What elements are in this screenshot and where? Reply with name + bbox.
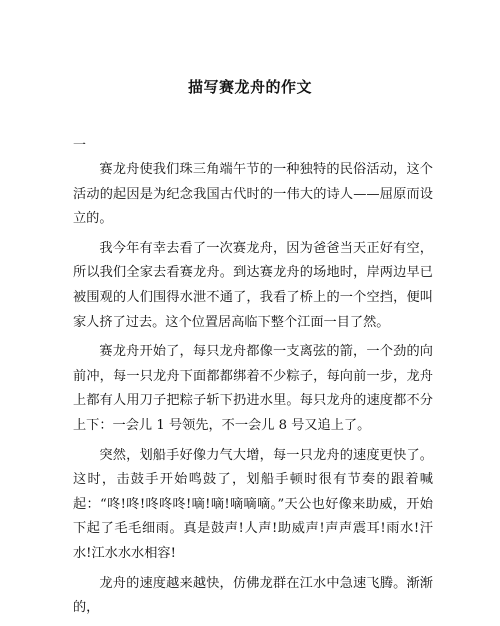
paragraph-1: 赛龙舟使我们珠三角端午节的一种独特的民俗活动，这个活动的起因是为纪念我国古代时的一伟大的诗人——屈原而设立的。: [73, 162, 433, 227]
paragraph-5: 龙舟的速度越来越快，仿佛龙群在江水中急速飞腾。渐渐的，: [73, 575, 433, 616]
document-title: 描写赛龙舟的作文: [187, 78, 312, 96]
section-mark: 一: [73, 138, 87, 153]
document-body: [73, 158, 433, 626]
paragraph-3: 赛龙舟开始了，每只龙舟都像一支离弦的箭，一个劲的向前冲，每一只龙舟下面都都绑着不少粽子，每向前一步，龙舟上都有人用刀子把粽子斩下扔进水里。每只龙舟的速度都不分上下：一会儿 1 号领先，不一会儿 8 号又追上了。: [73, 344, 433, 433]
paragraph-2: 我今年有幸去看了一次赛龙舟，因为爸爸当天正好有空，所以我们全家去看赛龙舟。到达赛龙舟的场地时，岸两边早已被围观的人们围得水泄不通了，我看了桥上的一个空挡，便叫家人挤了过去。这个位置居高临下整个江面一目了然。: [73, 240, 433, 330]
paragraph-4: 突然，划船手好像力气大增，每一只龙舟的速度更快了。这时，击鼓手开始鸣鼓了，划船手顿时很有节奏的跟着喊起：“咚!咚!咚咚咚!嘀!嘀!嘀嘀嘀。”天公也好像来助威，开始下起了毛毛细雨。真是鼓声!人声!助威声!声声震耳!雨水!汗水!江水水水相容!: [73, 447, 433, 561]
